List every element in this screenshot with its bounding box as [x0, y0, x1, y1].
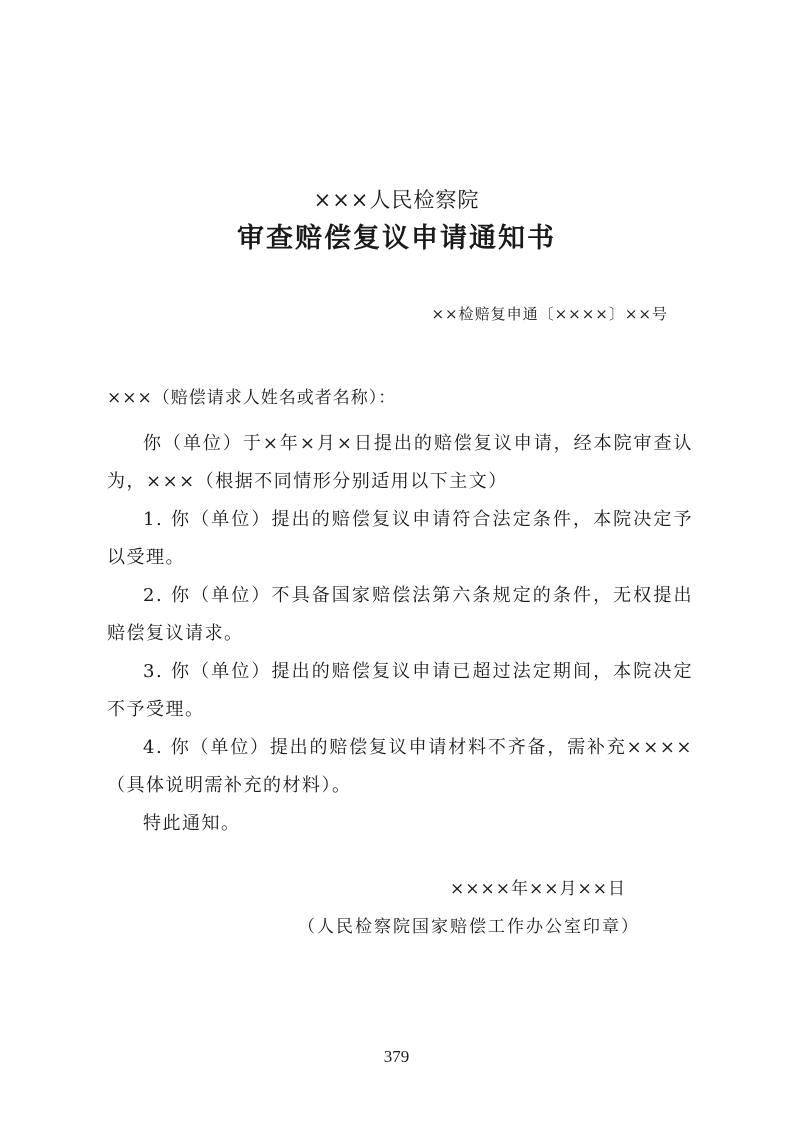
body-paragraph-item-1: 1. 你（单位）提出的赔偿复议申请符合法定条件，本院决定予以受理。 [107, 509, 693, 568]
document-number: ××检赔复申通〔××××〕××号 [431, 305, 668, 323]
seal-note: （人民检察院国家赔偿工作办公室印章） [298, 917, 640, 937]
body-paragraph-item-3: 3. 你（单位）提出的赔偿复议申请已超过法定期间，本院决定不予受理。 [107, 661, 693, 720]
addressee: ×××（赔偿请求人姓名或者名称）： [107, 388, 397, 408]
body-paragraph-item-2: 2. 你（单位）不具备国家赔偿法第六条规定的条件，无权提出赔偿复议请求。 [107, 585, 693, 644]
page-number: 379 [383, 1047, 410, 1066]
issue-date: ××××年××月××日 [450, 879, 626, 899]
body-paragraph-intro: 你（单位）于×年×月×日提出的赔偿复议申请，经本院审查认为，×××（根据不同情形分别适用以下主文） [107, 433, 693, 492]
notice-body [107, 425, 693, 843]
issuing-organization: ×××人民检察院 [313, 188, 480, 212]
body-paragraph-item-4: 4. 你（单位）提出的赔偿复议申请材料不齐备，需补充××××（具体说明需补充的材料）。 [107, 737, 693, 796]
document-title: 审查赔偿复议申请通知书 [237, 223, 556, 254]
body-paragraph-closing: 特此通知。 [143, 813, 241, 834]
